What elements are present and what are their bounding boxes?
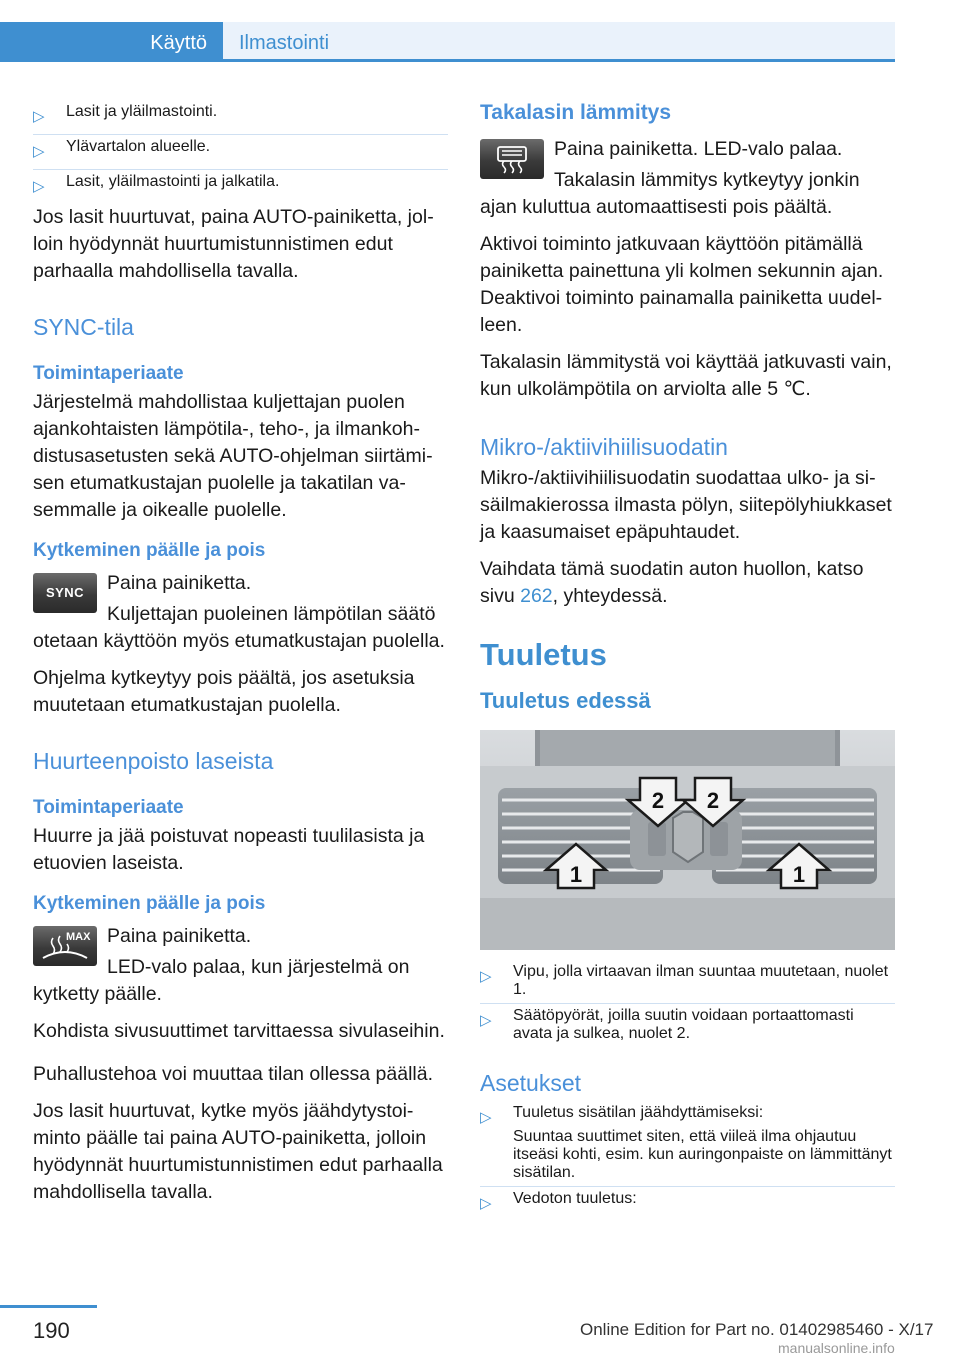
page-number: 190	[33, 1318, 70, 1343]
rear-window-heating-icon	[480, 139, 544, 179]
sync-button-icon: SYNC	[33, 573, 97, 613]
filter-description: Mikro-/aktiivihiilisuodatin suodattaa ulko- ja sisäilmakierossa ilmasta pölyn, siitepölyhiukkaset ja kaasumaiset epäpuhtaudet.	[480, 467, 892, 543]
triangle-bullet-icon: ▷	[480, 968, 492, 985]
defrost-led-text: LED-valo palaa, kun järjestelmä on kytketty päälle.	[33, 956, 410, 1005]
list-item: ▷ Vedoton tuuletus:	[480, 1187, 895, 1221]
sync-onoff-heading: Kytkeminen päälle ja pois	[33, 540, 266, 561]
svg-text:1: 1	[792, 862, 806, 887]
ventilation-chapter-heading: Tuuletus	[480, 637, 607, 672]
list-item: ▷ Tuuletus sisätilan jäähdyttämiseksi: Suuntaa suuttimet siten, että viileä ilma ohjautuu itseäsi kohti, esim. kun auringonpaiste on lämmittänyt sisätilan.	[480, 1101, 895, 1187]
auto-paragraph: Jos lasit huurtuvat, paina AUTO-painiketta, jolloin hyödynnät huurtumistunnistimen edut parhaalla mahdollisella tavalla.	[33, 206, 434, 282]
svg-text:MAX: MAX	[66, 931, 91, 943]
triangle-bullet-icon: ▷	[33, 178, 45, 195]
edition-note: Online Edition for Part no. 01402985460 - X/17	[580, 1320, 934, 1339]
front-ventilation-heading: Tuuletus edessä	[480, 688, 651, 713]
rear-temperature-text: Takalasin lämmitystä voi käyttää jatkuvasti vain, kun ulkolämpötila on arviolta alle 5 ℃.	[480, 351, 892, 400]
defrost-onoff-heading: Kytkeminen päälle ja pois	[33, 893, 266, 914]
filter-replace-text: Vaihdata tämä suodatin auton huollon, katso sivu 262, yhteydessä.	[480, 558, 864, 607]
list-item: ▷ Lasit ja yläilmastointi.	[33, 100, 448, 135]
sync-effect-text: Kuljettajan puoleinen lämpötilan säätö otetaan käyttöön myös etumatkustajan puolella.	[33, 603, 445, 652]
page-link-262[interactable]: 262	[520, 585, 553, 607]
list-item: ▷ Lasit, yläilmastointi ja jalkatila.	[33, 170, 448, 204]
list-item: ▷ Säätöpyörät, joilla suutin voidaan portaattomasti avata ja sulkea, nuolet 2.	[480, 1007, 854, 1042]
defrost-press-text: Paina painiketta.	[107, 925, 252, 947]
defrost-blower-text: Puhallustehoa voi muuttaa tilan ollessa päällä.	[33, 1063, 434, 1085]
defrost-button-row	[33, 923, 448, 1008]
footer-rule	[0, 1305, 97, 1308]
left-column	[33, 100, 448, 1216]
defrost-heading: Huurteenpoisto laseista	[33, 748, 274, 774]
airflow-bullet-list	[33, 100, 448, 204]
triangle-bullet-icon: ▷	[480, 1109, 492, 1126]
settings-list	[480, 1101, 895, 1221]
triangle-bullet-icon: ▷	[33, 108, 45, 125]
section-tab: Ilmastointi	[223, 22, 895, 59]
rear-auto-off-text: Takalasin lämmitys kytkeytyy jonkin ajan kuluttua automaattisesti pois päältä.	[480, 169, 860, 218]
right-column	[480, 100, 895, 1221]
vent-control-list	[480, 960, 895, 1047]
settings-heading: Asetukset	[480, 1070, 581, 1096]
chapter-tab: Käyttö	[0, 22, 223, 62]
rear-defrost-button-icon	[480, 139, 544, 179]
rear-button-row	[480, 136, 895, 221]
svg-text:2: 2	[651, 788, 665, 813]
front-vents-photo	[480, 730, 895, 950]
sync-heading: SYNC-tila	[33, 314, 134, 340]
list-item: ▷ Vipu, jolla virtaavan ilman suuntaa muutetaan, nuolet 1.	[480, 960, 895, 1004]
header-rule	[0, 59, 895, 62]
svg-text:2: 2	[706, 788, 720, 813]
svg-text:1: 1	[569, 862, 583, 887]
sync-button-row	[33, 570, 448, 655]
sync-press-text: Paina painiketta.	[107, 572, 252, 594]
rear-continuous-text: Aktivoi toiminto jatkuvaan käyttöön pitämällä painiketta painettuna yli kolmen sekunnin ajan. Deaktivoi toiminto painamalla painiketta uudelleen.	[480, 233, 884, 336]
list-item: ▷ Ylävartalon alueelle.	[33, 135, 448, 170]
sync-principle-heading: Toimintaperiaate	[33, 363, 184, 384]
sync-off-text: Ohjelma kytkeytyy pois päältä, jos asetuksia muutetaan etumatkustajan puolella.	[33, 667, 415, 716]
triangle-bullet-icon: ▷	[480, 1012, 492, 1029]
triangle-bullet-icon: ▷	[480, 1195, 492, 1212]
triangle-bullet-icon: ▷	[33, 143, 45, 160]
max-defrost-button-icon	[33, 926, 97, 966]
defrost-principle-heading: Toimintaperiaate	[33, 797, 184, 818]
defrost-side-text: Kohdista sivusuuttimet tarvittaessa sivulaseihin.	[33, 1020, 445, 1042]
watermark: manualsonline.info	[778, 1340, 895, 1356]
defrost-principle-text: Huurre ja jää poistuvat nopeasti tuulilasista ja etuovien laseista.	[33, 825, 425, 874]
filter-heading: Mikro-/aktiivihiilisuodatin	[480, 434, 728, 460]
rear-press-text: Paina painiketta. LED-valo palaa.	[554, 138, 843, 160]
defrost-cooling-text: Jos lasit huurtuvat, kytke myös jäähdytystoiminto päälle tai paina AUTO-painiketta, jolloin hyödynnät huurtumistunnistimen edut parhaalla mahdollisella tavalla.	[33, 1100, 443, 1203]
sync-principle-text: Järjestelmä mahdollistaa kuljettajan puolen ajankohtaisten lämpötila-, teho-, ja ilmankohdistusasetusten sekä AUTO-ohjelman siirtämisen etumatkustajan puolelle ja takatilan vasemmalle ja oikealle puolelle.	[33, 391, 433, 521]
windshield-defrost-icon	[33, 926, 97, 966]
rear-heating-heading: Takalasin lämmitys	[480, 101, 672, 124]
